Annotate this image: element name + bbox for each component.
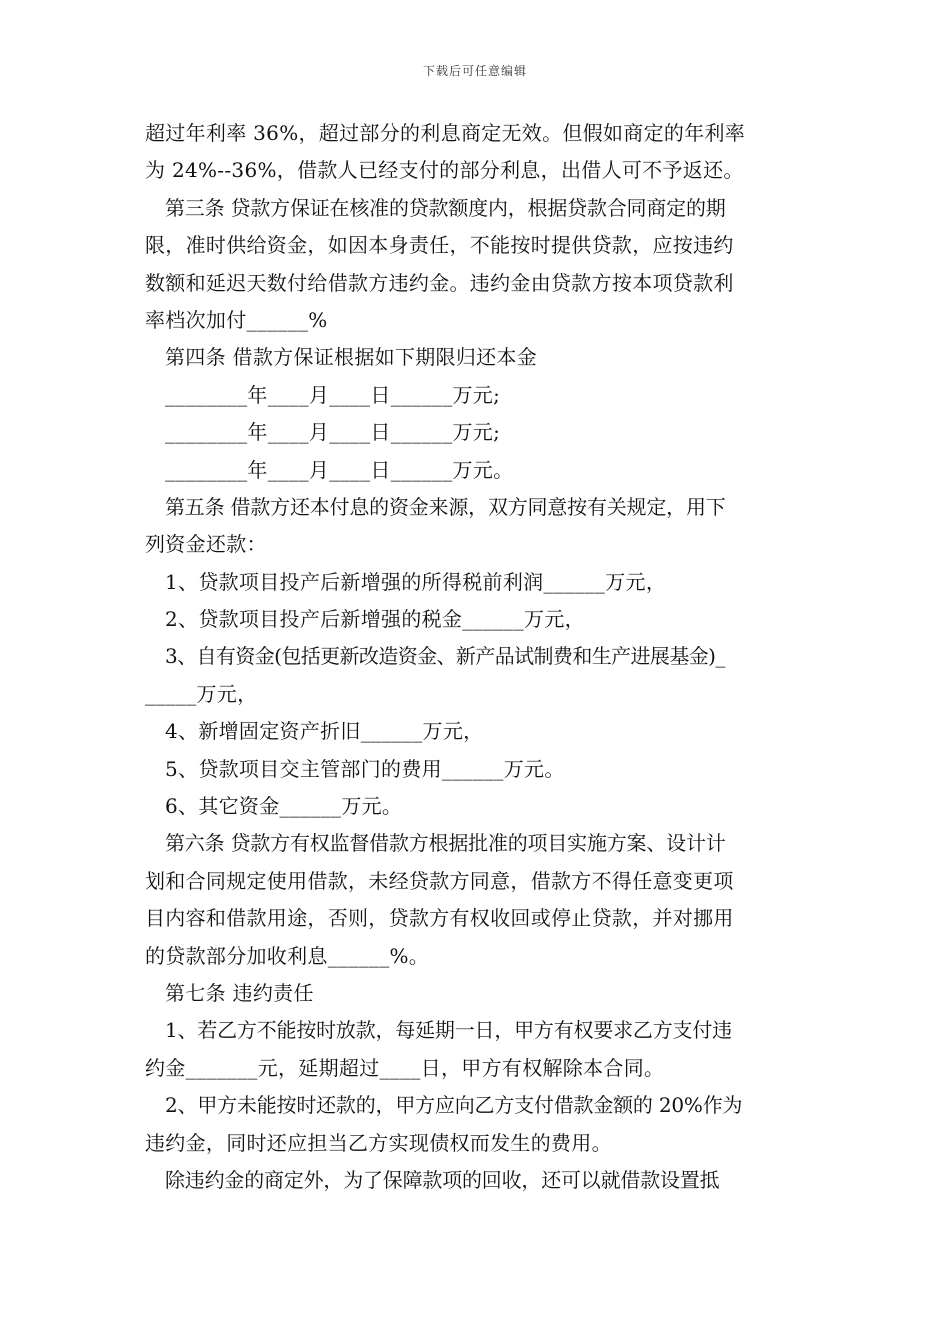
list-item: 1、贷款项目投产后新增强的所得税前利润______万元， (165, 569, 667, 594)
article-5-line: 第五条 借款方还本付息的资金来源，双方同意按有关规定，用下 (165, 494, 726, 519)
text-line: 的贷款部分加收利息______%。 (145, 943, 430, 968)
list-item: 6、其它资金______万元。 (165, 794, 403, 819)
list-item: 2、甲方未能按时还款的，甲方应向乙方支付借款金额的 20%作为 (165, 1093, 743, 1118)
list-item: 2、贷款项目投产后新增强的税金______万元， (165, 607, 585, 632)
article-7-line: 第七条 违约责任 (165, 980, 314, 1005)
text-line: 约金_______元，延期超过____日，甲方有权解除本合同。 (145, 1055, 665, 1080)
list-item: 1、若乙方不能按时放款，每延期一日，甲方有权要求乙方支付违 (165, 1018, 732, 1043)
text-line: 为 24%--36%，借款人已经支付的部分利息，出借人可不予返还。 (145, 158, 744, 183)
list-item: 5、贷款项目交主管部门的费用______万元。 (165, 756, 565, 781)
article-3-line: 第三条 贷款方保证在核准的贷款额度内，根据贷款合同商定的期 (165, 195, 726, 220)
repayment-schedule-line: ________年____月____日______万元; (165, 382, 501, 407)
text-line: _____万元， (145, 681, 258, 706)
text-line: 数额和延迟天数付给借款方违约金。违约金由贷款方按本项贷款利 (145, 270, 734, 295)
document-body (145, 115, 810, 1199)
list-item: 3、自有资金(包括更新改造资金、新产品试制费和生产进展基金)_ (165, 644, 725, 669)
page-header: 下载后可任意编辑 (422, 64, 527, 78)
text-line: 违约金，同时还应担当乙方实现债权而发生的费用。 (145, 1130, 612, 1155)
text-line: 超过年利率 36%，超过部分的利息商定无效。但假如商定的年利率 (145, 121, 746, 145)
repayment-schedule-line: ________年____月____日______万元; (165, 420, 501, 445)
text-line: 率档次加付______% (145, 307, 328, 332)
article-6-line: 第六条 贷款方有权监督借款方根据批准的项目实施方案、设计计 (165, 831, 726, 856)
text-line: 除违约金的商定外，为了保障款项的回收，还可以就借款设置抵 (165, 1167, 720, 1192)
text-line: 目内容和借款用途，否则，贷款方有权收回或停止贷款，并对挪用 (145, 906, 734, 931)
repayment-schedule-line: ________年____月____日______万元。 (165, 457, 514, 482)
text-line: 划和合同规定使用借款，未经贷款方同意，借款方不得任意变更项 (145, 868, 734, 893)
text-line: 列资金还款： (145, 532, 267, 557)
article-4-line: 第四条 借款方保证根据如下期限归还本金 (165, 345, 538, 370)
list-item: 4、新增固定资产折旧______万元， (165, 719, 484, 744)
text-line: 限，准时供给资金，如因本身责任，不能按时提供贷款，应按违约 (145, 233, 734, 258)
